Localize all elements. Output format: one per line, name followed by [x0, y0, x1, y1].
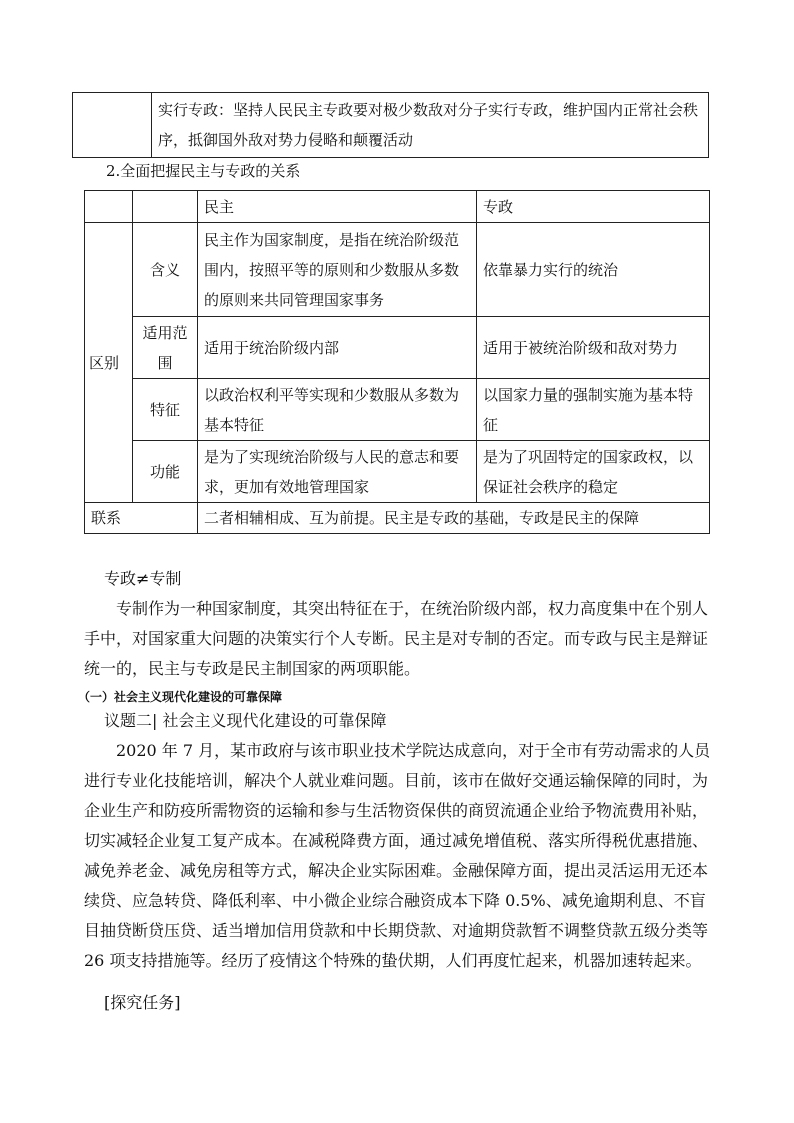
democracy-cell: 以政治权利平等实现和少数服从多数为基本特征	[198, 379, 477, 441]
democracy-cell: 民主作为国家制度，是指在统治阶级范围内，按照平等的原则和少数服从多数的原则来共同管理国家事务	[198, 223, 477, 317]
topic-title: 议题二| 社会主义现代化建设的可靠保障	[104, 711, 387, 730]
table-row	[85, 317, 710, 379]
dictatorship-cell: 适用于被统治阶级和敌对势力	[477, 317, 710, 379]
row-label: 特征	[133, 379, 198, 441]
table-row	[85, 223, 710, 317]
task-label: [探究任务]	[104, 993, 181, 1012]
section-heading: （一）社会主义现代化建设的可靠保障	[78, 690, 283, 704]
case-text: 2020 年 7 月，某市政府与该市职业技术学院达成意向，对于全市有劳动需求的人员进行专业化技能培训，解决个人就业难问题。目前，该市在做好交通运输保障的同时，为企业生产和防疫所需物资的运输和参与生活物资保供的商贸流通企业给予物流费用补贴，切实减轻企业复工复产成本。在减税降费方面，通过减免增值税、落实所得税优惠措施、减免养老金、减免房租等方式，解决企业实际困难。金融保障方面，提出灵活运用无还本续贷、应急转贷、降低利率、中小微企业综合融资成本下降 0.5%、减免逾期利息、不盲目抽贷断贷压贷、适当增加信用贷款和中长期贷款、对逾期贷款暂不调整贷款五级分类等 26 项支持措施等。经历了疫情这个特殊的蛰伏期，人们再度忙起来，机器加速转起来。	[84, 741, 711, 970]
dictatorship-cell: 是为了巩固特定的国家政权，以保证社会秩序的稳定	[477, 441, 710, 503]
header-dictatorship: 专政	[477, 191, 710, 223]
row-label: 适用范围	[133, 317, 198, 379]
table-cell-empty	[73, 93, 152, 158]
header-empty-cell	[133, 191, 198, 223]
table-row	[73, 93, 709, 158]
header-empty-cell	[85, 191, 133, 223]
row-label: 功能	[133, 441, 198, 503]
table-header-row	[85, 191, 710, 223]
link-label: 联系	[85, 503, 198, 534]
header-democracy: 民主	[198, 191, 477, 223]
dictatorship-content-cell: 实行专政：坚持人民民主专政要对极少数敌对分子实行专政，维护国内正常社会秩序，抵御国外敌对势力侵略和颠覆活动	[152, 93, 709, 158]
note-title: 专政≠专制	[104, 569, 182, 588]
difference-label: 区别	[85, 223, 133, 503]
democracy-dictatorship-table	[84, 190, 710, 534]
note-body: 专制作为一种国家制度，其突出特征在于，在统治阶级内部，权力高度集中在个别人手中，对国家重大问题的决策实行个人专断。民主是对专制的否定。而专政与民主是辩证统一的，民主与专政是民主制国家的两项职能。	[84, 599, 709, 678]
dictatorship-cell: 以国家力量的强制实施为基本特征	[477, 379, 710, 441]
relation-title: 2.全面把握民主与专政的关系	[106, 162, 301, 180]
table-row	[85, 379, 710, 441]
table-row	[85, 503, 710, 534]
row-label: 含义	[133, 223, 198, 317]
democracy-cell: 适用于统治阶级内部	[198, 317, 477, 379]
table-row	[85, 441, 710, 503]
dictatorship-cell: 依靠暴力实行的统治	[477, 223, 710, 317]
link-text: 二者相辅相成、互为前提。民主是专政的基础，专政是民主的保障	[198, 503, 710, 534]
dictatorship-table	[72, 92, 709, 158]
democracy-cell: 是为了实现统治阶级与人民的意志和要求，更加有效地管理国家	[198, 441, 477, 503]
